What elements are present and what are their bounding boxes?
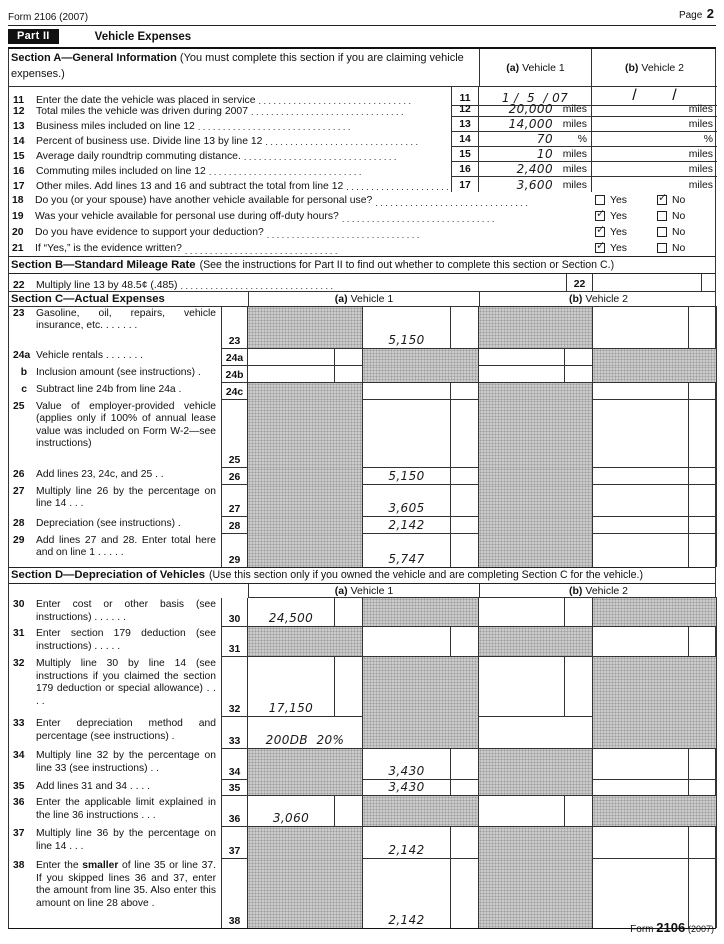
- row-38-box: 38: [221, 859, 248, 928]
- row-32-value-vehicle1[interactable]: 17,150: [248, 657, 363, 717]
- row-38-label: Enter the smaller of line 35 or line 37. If you skipped lines 36 and 37, enter the amount from line 35. Also enter this amount on line 28 above .: [36, 860, 216, 909]
- row-16-box: 16: [451, 162, 479, 177]
- row-37-value-vehicle2[interactable]: [593, 827, 717, 859]
- row-28-value-vehicle2[interactable]: [593, 517, 717, 534]
- row-26-label: Add lines 23, 24c, and 25 . .: [36, 468, 164, 480]
- row-37: 37 Multiply line 36 by the percentage on line 14 . . . 37 2,142: [9, 827, 715, 859]
- row-30-value-vehicle2[interactable]: [479, 598, 593, 627]
- row-24a-label: Vehicle rentals . . . . . . .: [36, 349, 144, 361]
- row-32: 32 Multiply line 30 by line 14 (see instructions if you claimed the section 179 deduction or special allowance) . . . . 32 17,150: [9, 657, 715, 717]
- row-20-no-checkbox[interactable]: [657, 227, 667, 237]
- section-b-title: Section B—Standard Mileage Rate: [11, 258, 196, 271]
- row-30-b-shaded: [593, 598, 717, 627]
- row-24a-b-shaded: [593, 349, 717, 366]
- row-25-label: Value of employer-provided vehicle (applies only if 100% of annual lease value was included on Form W-2—see instructions): [36, 400, 216, 450]
- row-17-box: 17: [451, 177, 479, 192]
- row-34-b-shaded: [479, 749, 593, 780]
- leader-dots: [262, 137, 451, 147]
- row-29: 29 Add lines 27 and 28. Enter total here and on line 1 . . . . . 29 5,747: [9, 534, 715, 567]
- row-23-b-shaded: [479, 307, 593, 349]
- row-14-value-vehicle2[interactable]: %: [591, 132, 717, 147]
- row-30: 30 Enter cost or other basis (see instructions) . . . . . . 30 24,500: [9, 598, 715, 627]
- row-27-value-vehicle2[interactable]: [593, 485, 717, 517]
- row-33-box: 33: [221, 717, 248, 749]
- row-24c-b-shaded: [479, 383, 593, 400]
- row-34: 34 Multiply line 32 by the percentage on line 33 (see instructions) . . 34 3,430: [9, 749, 715, 780]
- row-22-cents[interactable]: [701, 274, 715, 291]
- row-17: 17 Other miles. Add lines 13 and 16 and subtract the total from line 12 . 17 3,600 miles miles: [9, 177, 715, 192]
- row-35-box: 35: [221, 780, 248, 796]
- row-34-label: Multiply line 32 by the percentage on line 33 (see instructions) . .: [36, 750, 216, 774]
- row-24c-value-vehicle1[interactable]: [363, 383, 479, 400]
- row-36-box: 36: [221, 796, 248, 827]
- row-18-label: Do you (or your spouse) have another vehicle available for personal use?: [35, 194, 373, 206]
- row-31-value-vehicle1[interactable]: [363, 627, 479, 657]
- row-16-value-vehicle1[interactable]: 2,400 miles: [479, 162, 591, 177]
- leader-dots: [241, 152, 451, 162]
- row-26: 26 Add lines 23, 24c, and 25 . . 26 5,150: [9, 468, 715, 485]
- row-25-b-shaded: [479, 400, 593, 468]
- footer-form-id: Form 2106 (2007): [630, 920, 714, 935]
- row-24c-box: 24c: [221, 383, 248, 400]
- row-12-box: 12: [451, 102, 479, 117]
- row-24c-a-shaded: [248, 383, 363, 400]
- row-24b-value-vehicle2[interactable]: [479, 366, 593, 383]
- row-25-box: 25: [221, 400, 248, 468]
- leader-dots: [182, 246, 595, 256]
- row-34-value-vehicle2[interactable]: [593, 749, 717, 780]
- check-icon: ✓: [596, 240, 606, 252]
- row-28-b-shaded: [479, 517, 593, 534]
- row-29-a-shaded: [248, 534, 363, 567]
- part2-title: Vehicle Expenses: [94, 30, 192, 43]
- check-icon: ✓: [596, 208, 606, 220]
- section-c-col-vehicle2: (b) Vehicle 2: [479, 292, 717, 307]
- row-30-a-shaded: [363, 598, 479, 627]
- row-24a-value-vehicle2[interactable]: [479, 349, 593, 366]
- row-11-value-vehicle1[interactable]: 1 / 5 / 07: [479, 87, 591, 106]
- leader-dots: [343, 182, 451, 192]
- row-37-value-vehicle1[interactable]: 2,142: [363, 827, 479, 859]
- row-18-yes-checkbox[interactable]: [595, 195, 605, 205]
- row-26-box: 26: [221, 468, 248, 485]
- row-32-label: Multiply line 30 by line 14 (see instructions if you claimed the section 179 deduction or special allowance) . . . .: [36, 658, 216, 707]
- row-11-box: 11: [451, 87, 479, 106]
- row-24c: c Subtract line 24b from line 24a . 24c: [9, 383, 715, 400]
- row-15-value-vehicle1[interactable]: 10 miles: [479, 147, 591, 162]
- row-18-no-checkbox[interactable]: [657, 192, 668, 205]
- row-25: 25 Value of employer-provided vehicle (applies only if 100% of annual lease value was included on Form W-2—see instructions) 25: [9, 400, 715, 468]
- row-23-value-vehicle2[interactable]: [593, 307, 717, 349]
- row-19-no-checkbox[interactable]: [657, 211, 667, 221]
- row-29-label: Add lines 27 and 28. Enter total here and on line 1 . . . . .: [36, 534, 216, 559]
- row-17-value-vehicle2[interactable]: miles: [591, 177, 717, 192]
- row-16: 16 Commuting miles included on line 12 . 16 2,400 miles miles: [9, 162, 715, 177]
- row-13: 13 Business miles included on line 12 . 13 14,000 miles miles: [9, 117, 715, 132]
- row-29-box: 29: [221, 534, 248, 567]
- leader-dots: [178, 281, 566, 291]
- row-20: 20 Do you have evidence to support your deduction? . ✓ Yes No: [9, 224, 715, 240]
- row-24b-label: Inclusion amount (see instructions) .: [36, 366, 201, 378]
- row-24a-value-vehicle1[interactable]: [248, 349, 363, 366]
- row-36-b-shaded: [593, 796, 717, 827]
- row-38-a-shaded: [248, 859, 363, 928]
- row-24b: b Inclusion amount (see instructions) . 24b: [9, 366, 715, 383]
- row-30-box: 30: [221, 598, 248, 627]
- row-11-value-vehicle2[interactable]: / /: [591, 87, 717, 106]
- row-30-label: Enter cost or other basis (see instructions) . . . . . .: [36, 599, 216, 623]
- row-37-label: Multiply line 36 by the percentage on line 14 . . .: [36, 828, 216, 852]
- section-b-header: Section B—Standard Mileage Rate (See the instructions for Part II to find out whether to complete this section or Section C.): [9, 256, 715, 274]
- row-17-value-vehicle1[interactable]: 3,600 miles: [516, 178, 587, 192]
- row-38-value-vehicle1[interactable]: 2,142: [363, 859, 479, 928]
- row-31-label: Enter section 179 deduction (see instructions) . . . . .: [36, 628, 216, 652]
- row-13-label: Business miles included on line 12: [36, 121, 195, 132]
- row-37-box: 37: [221, 827, 248, 859]
- row-36-label: Enter the applicable limit explained in the line 36 instructions . . .: [36, 797, 216, 821]
- row-21-yes-checkbox[interactable]: [595, 240, 606, 253]
- row-13-value-vehicle1[interactable]: 14,000 miles: [479, 117, 591, 132]
- top-header: [8, 4, 716, 26]
- row-14-label: Percent of business use. Divide line 13 by line 12: [36, 136, 263, 147]
- row-22-value[interactable]: [593, 274, 701, 291]
- row-35-label: Add lines 31 and 34 . . . .: [36, 781, 150, 792]
- leader-dots: [206, 167, 451, 177]
- row-35-a-shaded: [248, 780, 363, 796]
- row-12-label: Total miles the vehicle was driven during 2007: [36, 106, 248, 117]
- row-24b-b-shaded: [593, 366, 717, 383]
- row-13-box: 13: [451, 117, 479, 132]
- row-12-value-vehicle2[interactable]: miles: [591, 102, 717, 117]
- row-17-label: Other miles. Add lines 13 and 16 and subtract the total from line 12: [36, 181, 344, 192]
- row-11: 11 Enter the date the vehicle was placed in service . 11 1 / 5 / 07 / /: [9, 87, 715, 102]
- row-24a: 24a Vehicle rentals . . . . . . . 24a: [9, 349, 715, 366]
- row-24b-a-shaded: [363, 366, 479, 383]
- row-15-value-vehicle2[interactable]: miles: [591, 147, 717, 162]
- leader-dots: [195, 122, 451, 132]
- row-21: 21 If “Yes,” is the evidence written? . ✓ Yes No: [9, 240, 715, 256]
- row-22-label: Multiply line 13 by 48.5¢ (.485): [36, 279, 178, 291]
- row-24a-a-shaded: [363, 349, 479, 366]
- row-33-value-vehicle1[interactable]: 200DB 20%: [248, 717, 363, 749]
- row-35-value-vehicle1[interactable]: 3,430: [363, 780, 479, 796]
- row-19-label: Was your vehicle available for personal use during off-duty hours?: [35, 210, 339, 222]
- row-12-value-vehicle1[interactable]: 20,000 miles: [479, 102, 591, 117]
- row-26-b-shaded: [479, 468, 593, 485]
- row-25-value-vehicle2[interactable]: [593, 400, 717, 468]
- row-28-box: 28: [221, 517, 248, 534]
- section-d-title: Section D—Depreciation of Vehicles: [11, 569, 205, 581]
- row-33-label: Enter depreciation method and percentage (see instructions) .: [36, 718, 216, 742]
- row-23-label: Gasoline, oil, repairs, vehicle insurance, etc. . . . . . .: [36, 307, 216, 332]
- row-28-label: Depreciation (see instructions) .: [36, 517, 181, 529]
- row-25-value-vehicle1[interactable]: [363, 400, 479, 468]
- row-34-box: 34: [221, 749, 248, 780]
- form-body: [8, 49, 716, 929]
- row-29-value-vehicle2[interactable]: [593, 534, 717, 567]
- row-33-a-shaded: [363, 717, 479, 749]
- row-27: 27 Multiply line 26 by the percentage on line 14 . . . 27 3,605: [9, 485, 715, 517]
- row-32-a-shaded: [363, 657, 479, 717]
- row-28: 28 Depreciation (see instructions) . 28 2,142: [9, 517, 715, 534]
- leader-dots: [248, 107, 451, 117]
- row-36-value-vehicle1[interactable]: 3,060: [248, 796, 363, 827]
- row-19: 19 Was your vehicle available for personal use during off-duty hours? . ✓ Yes No: [9, 208, 715, 224]
- row-37-a-shaded: [248, 827, 363, 859]
- row-31-a-shaded: [248, 627, 363, 657]
- row-19-yes-checkbox[interactable]: [595, 208, 606, 221]
- row-24a-box: 24a: [221, 349, 248, 366]
- row-31-b-shaded: [479, 627, 593, 657]
- part2-bar: [8, 26, 716, 49]
- row-35: 35 Add lines 31 and 34 . . . . 35 3,430: [9, 780, 715, 796]
- row-29-b-shaded: [479, 534, 593, 567]
- row-16-label: Commuting miles included on line 12: [36, 166, 206, 177]
- row-23-box: 23: [221, 307, 248, 349]
- column-header-vehicle2: (b) Vehicle 2: [591, 49, 717, 87]
- row-32-box: 32: [221, 657, 248, 717]
- row-36: 36 Enter the applicable limit explained in the line 36 instructions . . . 36 3,060: [9, 796, 715, 827]
- row-18: 18 Do you (or your spouse) have another vehicle available for personal use? . Yes ✓ No: [9, 192, 715, 208]
- row-14-value-vehicle1[interactable]: 70 %: [479, 132, 591, 147]
- row-26-value-vehicle1[interactable]: 5,150: [363, 468, 479, 485]
- row-14-box: 14: [451, 132, 479, 147]
- row-15-label: Average daily roundtrip commuting distance.: [36, 151, 241, 162]
- section-a-header: [9, 49, 715, 87]
- row-29-value-vehicle1[interactable]: 5,747: [363, 534, 479, 567]
- form-id-header: Form 2106 (2007): [8, 12, 89, 23]
- row-36-a-shaded: [363, 796, 479, 827]
- section-d-col-vehicle2: (b) Vehicle 2: [479, 584, 717, 598]
- page-indicator: Page 2: [678, 6, 714, 21]
- row-35-value-vehicle2[interactable]: [593, 780, 717, 796]
- part2-badge: Part II: [8, 29, 59, 44]
- section-c-col-vehicle1: (a) Vehicle 1: [248, 292, 479, 307]
- row-27-box: 27: [221, 485, 248, 517]
- row-26-a-shaded: [248, 468, 363, 485]
- row-31-box: 31: [221, 627, 248, 657]
- row-27-value-vehicle1[interactable]: 3,605: [363, 485, 479, 517]
- section-c-title: Section C—Actual Expenses: [9, 292, 248, 307]
- row-21-no-checkbox[interactable]: [657, 243, 667, 253]
- row-28-value-vehicle1[interactable]: 2,142: [363, 517, 479, 534]
- page-number: 2: [706, 6, 714, 21]
- row-24c-value-vehicle2[interactable]: [593, 383, 717, 400]
- row-15-box: 15: [451, 147, 479, 162]
- row-37-b-shaded: [479, 827, 593, 859]
- row-27-b-shaded: [479, 485, 593, 517]
- row-33-value-vehicle2[interactable]: [479, 717, 593, 749]
- column-header-vehicle1: (a) Vehicle 1: [479, 49, 591, 87]
- row-13-value-vehicle2[interactable]: miles: [591, 117, 717, 132]
- leader-dots: [339, 214, 595, 224]
- row-31-value-vehicle2[interactable]: [593, 627, 717, 657]
- row-30-value-vehicle1[interactable]: 24,500: [248, 598, 363, 627]
- row-23: 23 Gasoline, oil, repairs, vehicle insurance, etc. . . . . . . 23 5,150: [9, 307, 715, 349]
- row-27-label: Multiply line 26 by the percentage on line 14 . . .: [36, 485, 216, 510]
- section-a-title: Section A—General Information (You must complete this section if you are claiming vehicle expenses.): [9, 49, 479, 87]
- row-38: 38 Enter the smaller of line 35 or line 37. If you skipped lines 36 and 37, enter the amount from line 35. Also enter this amount on line 28 above . 38 2,142: [9, 859, 715, 928]
- check-icon: ✓: [596, 224, 606, 236]
- row-15: 15 Average daily roundtrip commuting distance. . 15 10 miles miles: [9, 147, 715, 162]
- row-16-value-vehicle2[interactable]: miles: [591, 162, 717, 177]
- row-28-a-shaded: [248, 517, 363, 534]
- row-38-value-vehicle2[interactable]: [593, 859, 717, 928]
- row-14: 14 Percent of business use. Divide line 13 by line 12 . 14 70 % %: [9, 132, 715, 147]
- row-33-b-shaded: [593, 717, 717, 749]
- row-38-b-shaded: [479, 859, 593, 928]
- leader-dots: [264, 230, 595, 240]
- row-24c-label: Subtract line 24b from line 24a .: [36, 383, 182, 395]
- row-22-box: 22: [566, 274, 593, 291]
- row-21-label: If “Yes,” is the evidence written?: [35, 242, 182, 254]
- row-22: 22 Multiply line 13 by 48.5¢ (.485) . 22: [9, 274, 715, 292]
- row-31: 31 Enter section 179 deduction (see instructions) . . . . . 31: [9, 627, 715, 657]
- row-23-a-shaded: [248, 307, 363, 349]
- row-24b-box: 24b: [221, 366, 248, 383]
- section-d-header: Section D—Depreciation of Vehicles (Use this section only if you owned the vehicle and are completing Section C for the vehicle.): [9, 567, 715, 585]
- section-d-col-header: [9, 584, 715, 598]
- row-34-value-vehicle1[interactable]: 3,430: [363, 749, 479, 780]
- check-icon: ✓: [658, 192, 668, 204]
- row-20-yes-checkbox[interactable]: [595, 224, 606, 237]
- row-27-a-shaded: [248, 485, 363, 517]
- row-34-a-shaded: [248, 749, 363, 780]
- row-32-value-vehicle2[interactable]: [479, 657, 593, 717]
- row-35-b-shaded: [479, 780, 593, 796]
- row-24b-value-vehicle1[interactable]: [248, 366, 363, 383]
- row-25-a-shaded: [248, 400, 363, 468]
- row-20-label: Do you have evidence to support your deduction?: [35, 226, 264, 238]
- row-26-value-vehicle2[interactable]: [593, 468, 717, 485]
- row-32-b-shaded: [593, 657, 717, 717]
- row-23-value-vehicle1[interactable]: 5,150: [363, 307, 479, 349]
- row-11-label: Enter the date the vehicle was placed in service: [36, 95, 256, 106]
- row-36-value-vehicle2[interactable]: [479, 796, 593, 827]
- section-c-header: [9, 292, 715, 307]
- row-12: 12 Total miles the vehicle was driven during 2007 . 12 20,000 miles miles: [9, 102, 715, 117]
- section-d-col-vehicle1: (a) Vehicle 1: [248, 584, 479, 598]
- row-33: 33 Enter depreciation method and percentage (see instructions) . 33 200DB 20%: [9, 717, 715, 749]
- leader-dots: [372, 198, 595, 208]
